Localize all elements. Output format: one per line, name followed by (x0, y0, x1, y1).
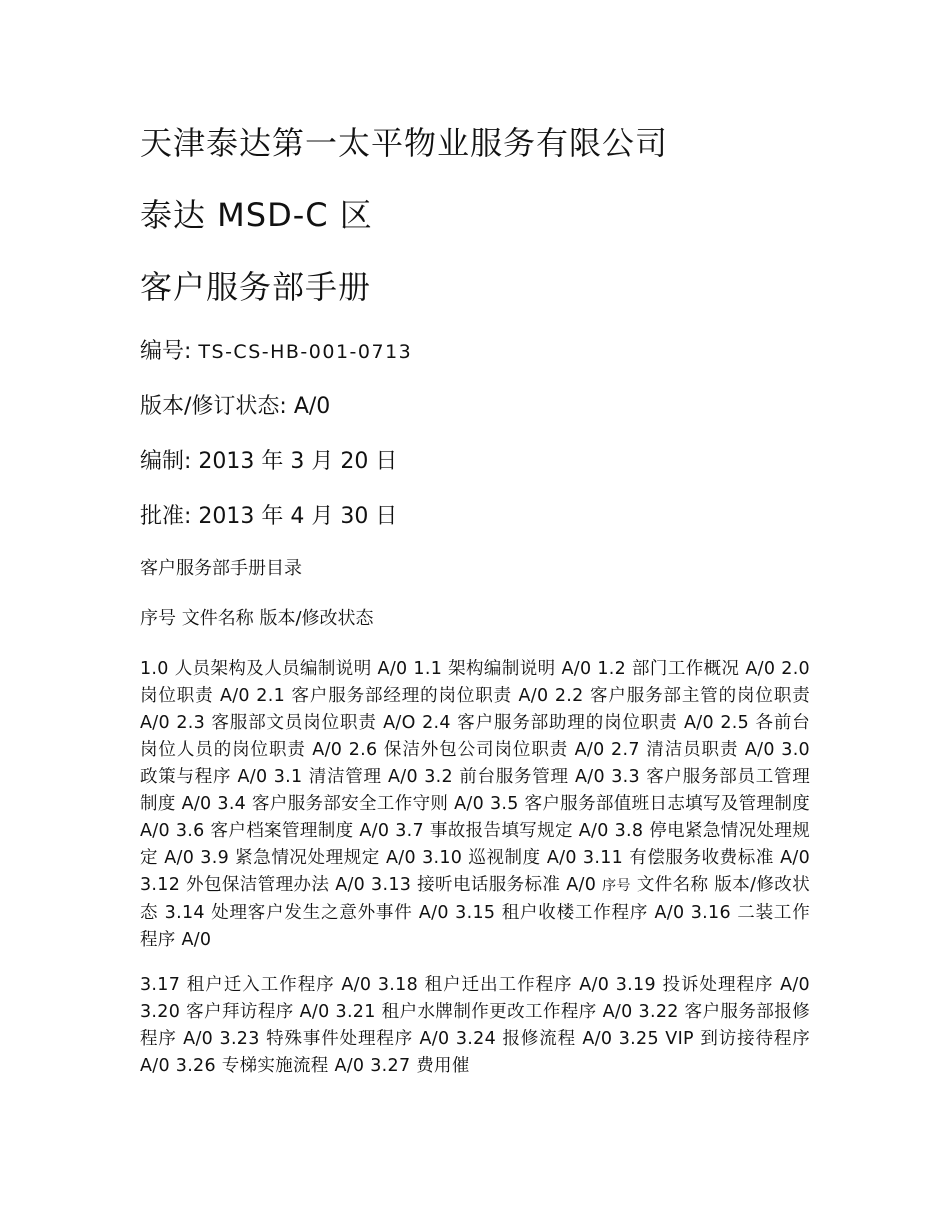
toc-paragraph-1-part-b: 文件名称 版本/修改状态 3.14 处理客户发生之意外事件 A/0 3.15 租户收楼工作程序 A/0 3.16 二装工作程序 A/0 (140, 875, 810, 950)
manual-title: 客户服务部手册 (140, 268, 372, 306)
document-code-value: TS-CS-HB-001-0713 (198, 341, 413, 363)
toc-paragraph-1 (140, 656, 810, 954)
document-code-label: 编号: (140, 339, 199, 364)
version-status: 版本/修订状态: A/0 (140, 394, 331, 419)
document-page (140, 120, 810, 1098)
document-code (140, 336, 810, 368)
toc-paragraph-2: 3.17 租户迁入工作程序 A/0 3.18 租户迁出工作程序 A/0 3.19 投诉处理程序 A/0 3.20 客户拜访程序 A/0 3.21 租户水牌制作更改工作程序 A/0 3.22 客户服务部报修程序 A/0 3.23 特殊事件处理程序 A/0 3.24 报修流程 A/0 3.25 VIP 到访接待程序 A/0 3.26 专梯实施流程 A/0 3.27 费用催 (140, 975, 810, 1076)
toc-header: 序号 文件名称 版本/修改状态 (140, 608, 374, 629)
area-title: 泰达 MSD-C 区 (140, 196, 373, 234)
prepared-date: 编制: 2013 年 3 月 20 日 (140, 449, 398, 474)
toc-title: 客户服务部手册目录 (140, 558, 302, 579)
toc-paragraph-1-part-a: 1.0 人员架构及人员编制说明 A/0 1.1 架构编制说明 A/0 1.2 部门工作概况 A/0 2.0 岗位职责 A/0 2.1 客户服务部经理的岗位职责 A/0 2.2 客户服务部主管的岗位职责 A/0 2.3 客服部文员岗位职责 A/O 2.4 客户服务部助理的岗位职责 A/0 2.5 各前台岗位人员的岗位职责 A/0 2.6 保洁外包公司岗位职责 A/0 2.7 清洁员职责 A/0 3.0 政策与程序 A/0 3.1 清洁管理 A/0 3.2 前台服务管理 A/0 3.3 客户服务部员工管理制度 A/0 3.4 客户服务部安全工作守则 A/0 3.5 客户服务部值班日志填写及管理制度 A/0 3.6 客户档案管理制度 A/0 3.7 事故报告填写规定 A/0 3.8 停电紧急情况处理规定 A/0 3.9 紧急情况处理规定 A/0 3.10 巡视制度 A/0 3.11 有偿服务收费标准 A/0 3.12 外包保洁管理办法 A/0 3.13 接听电话服务标准 A/0 (140, 659, 810, 895)
approved-date: 批准: 2013 年 4 月 30 日 (140, 504, 398, 529)
company-title: 天津泰达第一太平物业服务有限公司 (140, 124, 669, 162)
toc-paragraph-1-small: 序号 (602, 878, 631, 894)
